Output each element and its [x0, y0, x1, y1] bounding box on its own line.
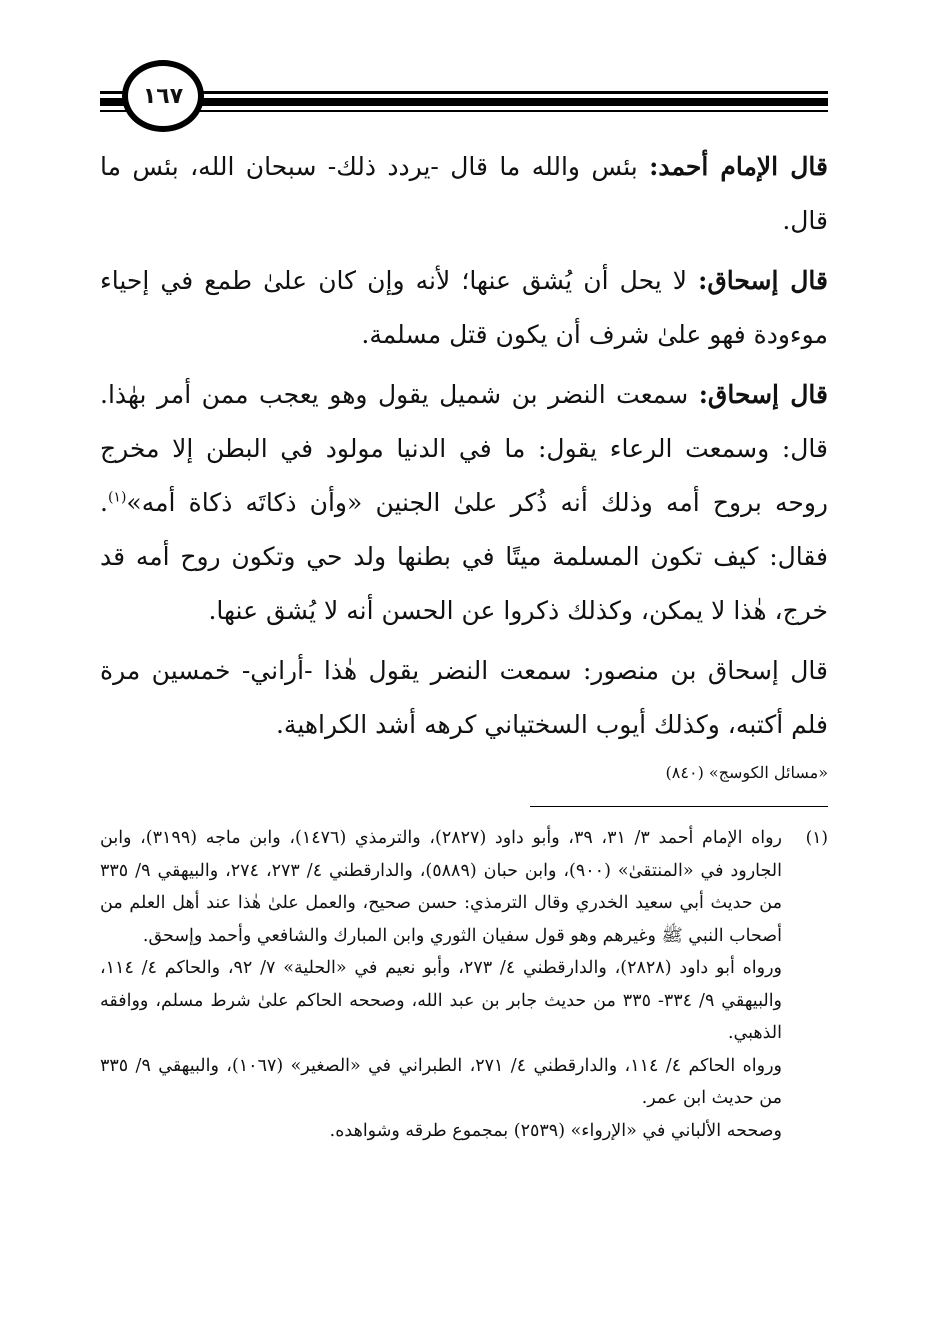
footnote-separator	[530, 806, 828, 807]
footnote-paragraph: وصححه الألباني في «الإرواء» (٢٥٣٩) بمجموع طرقه وشواهده.	[329, 1120, 782, 1141]
paragraph-text-continued: . فقال: كيف تكون المسلمة ميتًا في بطنها ولد حي وتكون روح أمه قد خرج، هٰذا لا يمكن، وكذلك ذكروا عن الحسن أنه لا يُشق عنها.	[100, 488, 828, 625]
footnote-paragraph: رواه الإمام أحمد ٣/ ٣١، ٣٩، وأبو داود (٢٨٢٧)، والترمذي (١٤٧٦)، وابن ماجه (٣١٩٩)، وابن الجارود في «المنتقىٰ» (٩٠٠)، وابن حبان (٥٨٨٩)، والدارقطني ٤/ ٢٧٣، ٢٧٤، والبيهقي ٩/ ٣٣٥ من حديث أبي سعيد الخدري وقال الترمذي: حسن صحيح، والعمل علىٰ هٰذا عند أهل العلم من أصحاب النبي ﷺ وغيرهم وهو قول سفيان الثوري وابن المبارك والشافعي وأحمد وإسحق.	[100, 828, 782, 946]
header-rule-thin-bottom	[100, 110, 828, 112]
footnote-item	[100, 822, 828, 1147]
footnote-body	[100, 822, 782, 1147]
speaker-label: قال إسحاق:	[698, 266, 828, 295]
paragraph-ishaq-2	[100, 368, 828, 638]
paragraph-text: بئس والله ما قال -يردد ذلك- سبحان الله، بئس ما قال.	[100, 152, 828, 235]
footnote-paragraph: ورواه الحاكم ٤/ ١١٤، والدارقطني ٤/ ٢٧١، الطبراني في «الصغير» (١٠٦٧)، والبيهقي ٩/ ٣٣٥ من حديث ابن عمر.	[100, 1055, 782, 1108]
paragraph-ishaq-bin-mansur	[100, 644, 828, 752]
header-rule-thick	[100, 98, 828, 106]
header-rule-thin-top	[100, 91, 828, 94]
paragraph-text: لا يحل أن يُشق عنها؛ لأنه وإن كان علىٰ طمع في إحياء موءودة فهو علىٰ شرف أن يكون قتل مسلمة.	[100, 266, 828, 349]
main-text	[100, 140, 828, 786]
footnote-paragraph: ورواه أبو داود (٢٨٢٨)، والدارقطني ٤/ ٢٧٣، وأبو نعيم في «الحلية» ٧/ ٩٢، والحاكم ٤/ ١١٤، والبيهقي ٩/ ٣٣٤- ٣٣٥ من حديث جابر بن عبد الله، وصححه الحاكم علىٰ شرط مسلم، ووافقه الذهبي.	[100, 958, 783, 1043]
speaker-label: قال الإمام أحمد:	[649, 152, 828, 181]
paragraph-ahmad	[100, 140, 828, 248]
source-citation: «مسائل الكوسج» (٨٤٠)	[665, 763, 828, 782]
page-number: ١٦٧	[142, 83, 184, 109]
paragraph-text: سمعت النضر بن شميل يقول وهو يعجب ممن أمر بهٰذا. قال: وسمعت الرعاء يقول: ما في الدنيا مولود في البطن إلا مخرج روحه بروح أمه وذلك أنه ذُكر علىٰ الجنين «وأن ذكاتَه ذكاة أمه»	[100, 380, 828, 517]
paragraph-text: قال إسحاق بن منصور: سمعت النضر يقول هٰذا -أراني- خمسين مرة فلم أكتبه، وكذلك أيوب السختياني كرهه أشد الكراهية.	[100, 656, 828, 739]
footnotes	[100, 822, 828, 1147]
footnote-number: (١)	[805, 828, 828, 848]
footnote-reference[interactable]: (١)	[107, 489, 127, 506]
page-number-badge	[122, 60, 204, 132]
paragraph-ishaq-1	[100, 254, 828, 362]
speaker-label: قال إسحاق:	[698, 380, 828, 409]
page-header	[100, 58, 828, 138]
